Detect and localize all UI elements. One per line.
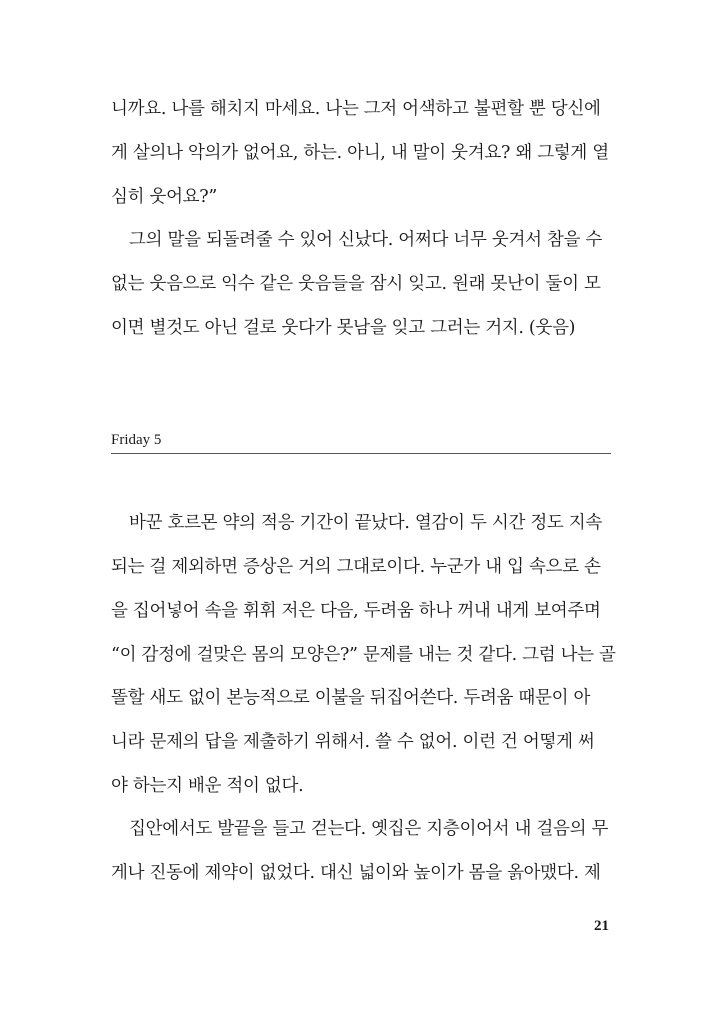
body-text-line: “이 감정에 걸맞은 몸의 모양은?” 문제를 내는 것 같다. 그럼 나는 골 [111,645,616,665]
section-title: Friday 5 [111,432,162,448]
body-text-line: 게나 진동에 제약이 없었다. 대신 넓이와 높이가 몸을 옭아맸다. 제 [111,863,601,883]
body-text-line: 되는 걸 제외하면 증상은 거의 그대로이다. 누군가 내 입 속으로 손 [111,557,601,577]
body-text-line: 야 하는지 배운 적이 없다. [111,776,304,796]
body-text-line: 을 집어넣어 속을 휘휘 저은 다음, 두려움 하나 꺼내 내게 보여주며 [111,601,601,621]
body-text-line: 니라 문제의 답을 제출하기 위해서. 쓸 수 없어. 이런 건 어떻게 써 [111,732,595,752]
body-text-line: 없는 웃음으로 익수 같은 웃음들을 잠시 잊고. 원래 못난이 둘이 모 [111,274,601,294]
body-text-line: 똘할 새도 없이 본능적으로 이불을 뒤집어쓴다. 두려움 때문이 아 [111,688,591,708]
body-text-line: 이면 별것도 아닌 걸로 웃다가 못남을 잊고 그러는 거지. (웃음) [111,318,576,338]
body-text-line: 그의 말을 되돌려줄 수 있어 신났다. 어쩌다 너무 웃겨서 참을 수 [129,230,603,250]
body-text-line: 심히 웃어요?” [111,187,218,207]
body-text-line: 게 살의나 악의가 없어요, 하는. 아니, 내 말이 웃겨요? 왜 그렇게 열 [111,143,609,163]
body-text-line: 니까요. 나를 해치지 마세요. 나는 그저 어색하고 불편할 뿐 당신에 [111,99,601,119]
body-text-line: 바꾼 호르몬 약의 적응 기간이 끝났다. 열감이 두 시간 정도 지속 [129,513,603,533]
section-divider [111,453,611,454]
page-number: 21 [594,918,609,934]
body-text-line: 집안에서도 발끝을 들고 걷는다. 옛집은 지층이어서 내 걸음의 무 [129,819,609,839]
